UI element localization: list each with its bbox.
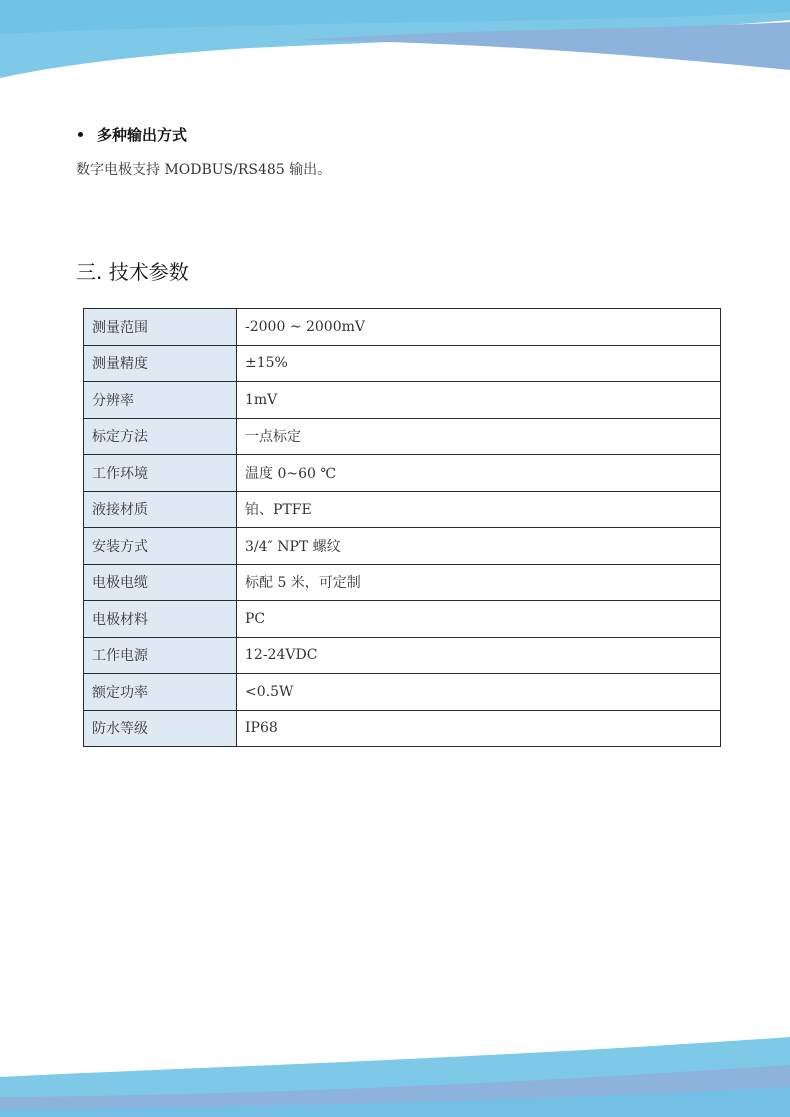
table-row <box>84 601 721 638</box>
table-row <box>84 418 721 455</box>
bottom-wave-decoration <box>0 1017 790 1117</box>
bullet-title: 多种输出方式 <box>97 126 188 144</box>
table-row <box>84 564 721 601</box>
table-row <box>84 710 721 747</box>
spec-label: 分辨率 <box>84 382 237 419</box>
spec-label: 工作电源 <box>84 637 237 674</box>
section-title: 三. 技术参数 <box>76 260 189 284</box>
spec-label: 测量精度 <box>84 345 237 382</box>
spec-value: IP68 <box>237 710 721 747</box>
spec-label: 测量范围 <box>84 309 237 346</box>
spec-value: 1mV <box>237 382 721 419</box>
table-row <box>84 455 721 492</box>
table-row <box>84 674 721 711</box>
table-row <box>84 637 721 674</box>
spec-value: <0.5W <box>237 674 721 711</box>
spec-table <box>83 308 721 747</box>
spec-value: 标配 5 米，可定制 <box>237 564 721 601</box>
spec-value: 12-24VDC <box>237 637 721 674</box>
spec-label: 防水等级 <box>84 710 237 747</box>
spec-label: 工作环境 <box>84 455 237 492</box>
spec-label: 液接材质 <box>84 491 237 528</box>
bullet-heading <box>78 124 187 145</box>
bullet-dot-icon <box>78 132 83 137</box>
output-description: 数字电极支持 MODBUS/RS485 输出。 <box>76 162 332 178</box>
top-wave-decoration <box>0 0 790 80</box>
table-row <box>84 345 721 382</box>
spec-label: 电极材料 <box>84 601 237 638</box>
spec-value: 3/4″ NPT 螺纹 <box>237 528 721 565</box>
spec-label: 额定功率 <box>84 674 237 711</box>
spec-value: ±15% <box>237 345 721 382</box>
table-row <box>84 309 721 346</box>
table-row <box>84 491 721 528</box>
spec-label: 标定方法 <box>84 418 237 455</box>
spec-value: 一点标定 <box>237 418 721 455</box>
table-row <box>84 528 721 565</box>
table-row <box>84 382 721 419</box>
spec-value: -2000 ~ 2000mV <box>237 309 721 346</box>
spec-value: PC <box>237 601 721 638</box>
spec-label: 安装方式 <box>84 528 237 565</box>
spec-value: 铂、PTFE <box>237 491 721 528</box>
spec-label: 电极电缆 <box>84 564 237 601</box>
spec-value: 温度 0~60 ℃ <box>237 455 721 492</box>
